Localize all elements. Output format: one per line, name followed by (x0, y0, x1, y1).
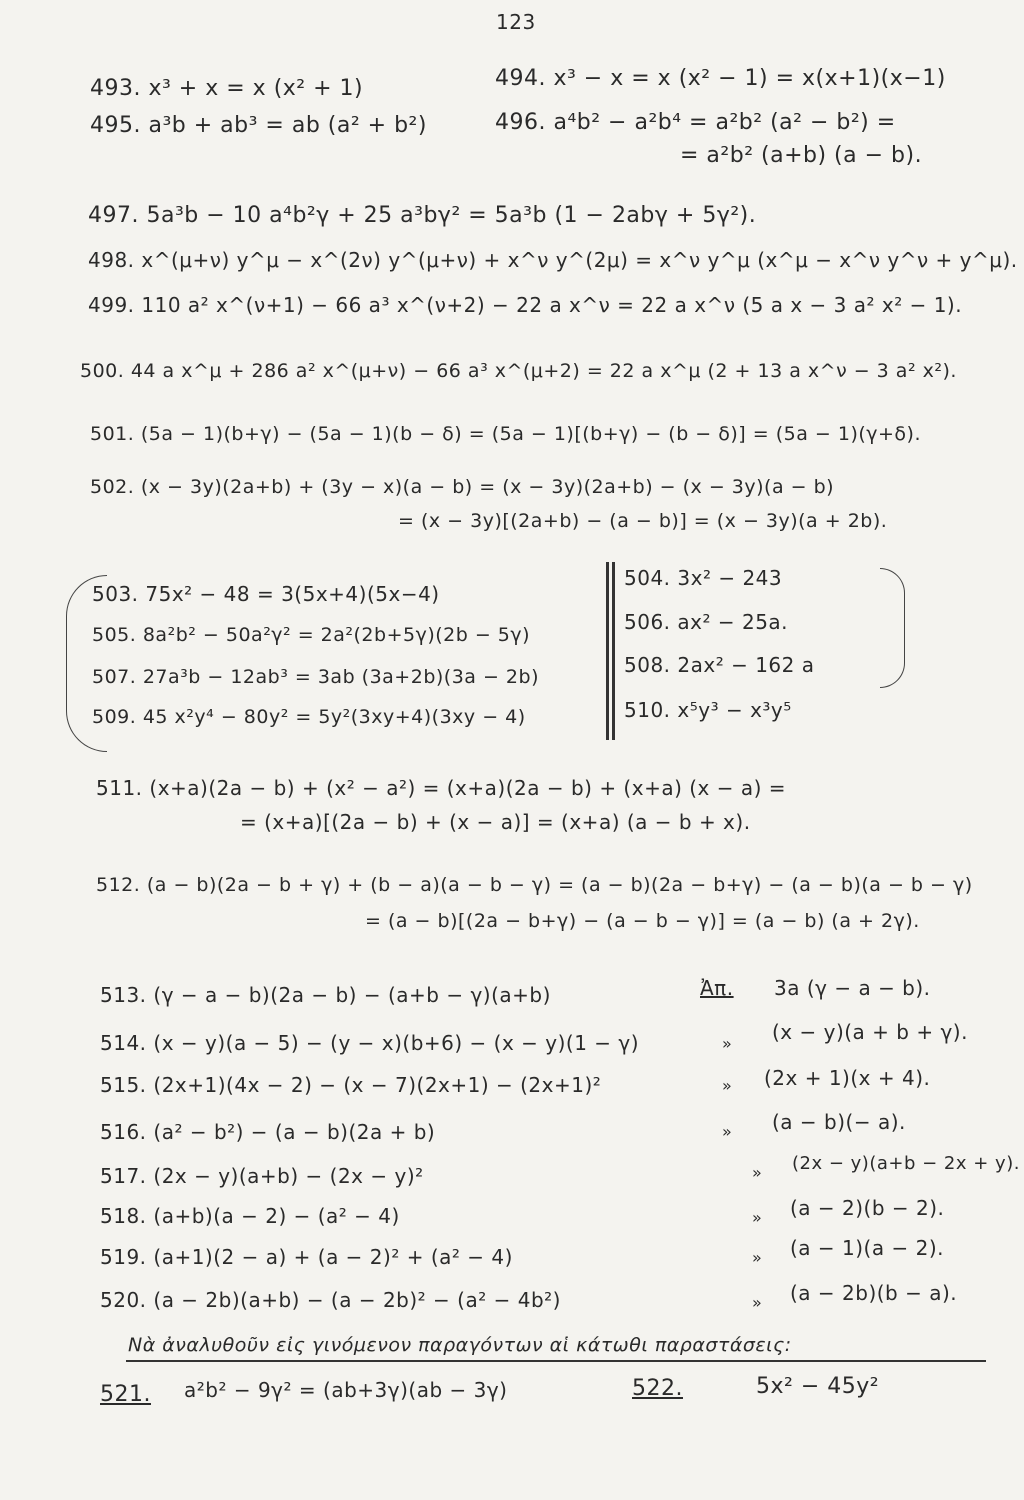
answer-516: (a − b)(− a). (772, 1110, 906, 1134)
problem-521: a²b² − 9γ² = (ab+3γ)(ab − 3γ) (184, 1378, 508, 1402)
problem-496-line1: 496. a⁴b² − a²b⁴ = a²b² (a² − b²) = (495, 110, 896, 135)
problem-497: 497. 5a³b − 10 a⁴b²γ + 25 a³bγ² = 5a³b (1 − 2abγ + 5γ²). (88, 203, 757, 228)
ditto-518: » (752, 1208, 763, 1227)
problem-502-line1: 502. (x − 3y)(2a+b) + (3y − x)(a − b) = (x − 3y)(2a+b) − (x − 3y)(a − b) (90, 476, 835, 498)
problem-496-line2: = a²b² (a+b) (a − b). (680, 143, 923, 168)
right-brace (880, 568, 905, 688)
problem-511-line2: = (x+a)[(2a − b) + (x − a)] = (x+a) (a − b + x). (240, 810, 751, 834)
problem-503: 503. 75x² − 48 = 3(5x+4)(5x−4) (92, 582, 440, 606)
problem-512-line1: 512. (a − b)(2a − b + γ) + (b − a)(a − b − γ) = (a − b)(2a − b+γ) − (a − b)(a − b − γ) (96, 874, 973, 896)
problem-512-line2: = (a − b)[(2a − b+γ) − (a − b − γ)] = (a − b) (a + 2γ). (365, 910, 920, 932)
problem-499: 499. 110 a² x^(ν+1) − 66 a³ x^(ν+2) − 22 a x^ν = 22 a x^ν (5 a x − 3 a² x² − 1). (88, 293, 963, 317)
problem-493: 493. x³ + x = x (x² + 1) (90, 76, 364, 101)
problem-506: 506. ax² − 25a. (624, 610, 789, 634)
answers-label: Ἀπ. (700, 976, 734, 1000)
problem-508: 508. 2ax² − 162 a (624, 653, 815, 677)
answer-520: (a − 2b)(b − a). (790, 1281, 958, 1305)
ditto-514: » (722, 1034, 733, 1053)
answer-515: (2x + 1)(x + 4). (764, 1066, 931, 1090)
ditto-516: » (722, 1122, 733, 1141)
problem-511-line1: 511. (x+a)(2a − b) + (x² − a²) = (x+a)(2a − b) + (x+a) (x − a) = (96, 776, 787, 800)
ditto-519: » (752, 1248, 763, 1267)
page-number: 123 (496, 10, 536, 34)
problem-502-line2: = (x − 3y)[(2a+b) − (a − b)] = (x − 3y)(a + 2b). (398, 510, 888, 532)
instruction-heading: Νὰ ἀναλυθοῦν εἰς γινόμενον παραγόντων αἱ κάτωθι παραστάσεις: (128, 1334, 792, 1356)
ditto-515: » (722, 1076, 733, 1095)
instruction-underline (126, 1360, 986, 1362)
problem-515: 515. (2x+1)(4x − 2) − (x − 7)(2x+1) − (2x+1)² (100, 1073, 602, 1097)
ditto-517: » (752, 1163, 763, 1182)
problem-501: 501. (5a − 1)(b+γ) − (5a − 1)(b − δ) = (5a − 1)[(b+γ) − (b − δ)] = (5a − 1)(γ+δ). (90, 423, 922, 445)
answer-519: (a − 1)(a − 2). (790, 1236, 944, 1260)
problem-510: 510. x⁵y³ − x³y⁵ (624, 698, 792, 722)
problem-520: 520. (a − 2b)(a+b) − (a − 2b)² − (a² − 4b²) (100, 1288, 561, 1312)
problem-522: 5x² − 45y² (756, 1374, 880, 1399)
ditto-520: » (752, 1293, 763, 1312)
problem-494: 494. x³ − x = x (x² − 1) = x(x+1)(x−1) (495, 66, 946, 91)
problem-504: 504. 3x² − 243 (624, 566, 783, 590)
problem-517: 517. (2x − y)(a+b) − (2x − y)² (100, 1164, 424, 1188)
column-divider-2 (612, 562, 615, 740)
problem-500: 500. 44 a x^μ + 286 a² x^(μ+ν) − 66 a³ x^(μ+2) = 22 a x^μ (2 + 13 a x^ν − 3 a² x²). (80, 360, 957, 382)
problem-518: 518. (a+b)(a − 2) − (a² − 4) (100, 1204, 400, 1228)
problem-514: 514. (x − y)(a − 5) − (y − x)(b+6) − (x − y)(1 − γ) (100, 1031, 640, 1055)
problem-507: 507. 27a³b − 12ab³ = 3ab (3a+2b)(3a − 2b) (92, 666, 539, 688)
problem-522-number: 522. (632, 1376, 683, 1401)
problem-505: 505. 8a²b² − 50a²γ² = 2a²(2b+5γ)(2b − 5γ) (92, 624, 531, 646)
problem-521-number: 521. (100, 1382, 151, 1407)
problem-516: 516. (a² − b²) − (a − b)(2a + b) (100, 1120, 436, 1144)
problem-513: 513. (γ − a − b)(2a − b) − (a+b − γ)(a+b) (100, 983, 551, 1007)
answer-513: 3a (γ − a − b). (774, 976, 931, 1000)
problem-519: 519. (a+1)(2 − a) + (a − 2)² + (a² − 4) (100, 1245, 513, 1269)
answer-518: (a − 2)(b − 2). (790, 1196, 945, 1220)
problem-495: 495. a³b + ab³ = ab (a² + b²) (90, 113, 427, 138)
column-divider (606, 562, 609, 740)
problem-498: 498. x^(μ+ν) y^μ − x^(2ν) y^(μ+ν) + x^ν y^(2μ) = x^ν y^μ (x^μ − x^ν y^ν + y^μ). (88, 248, 1018, 272)
answer-514: (x − y)(a + b + γ). (772, 1020, 968, 1044)
answer-517: (2x − y)(a+b − 2x + y). (792, 1153, 1020, 1174)
problem-509: 509. 45 x²y⁴ − 80y² = 5y²(3xy+4)(3xy − 4) (92, 706, 526, 728)
